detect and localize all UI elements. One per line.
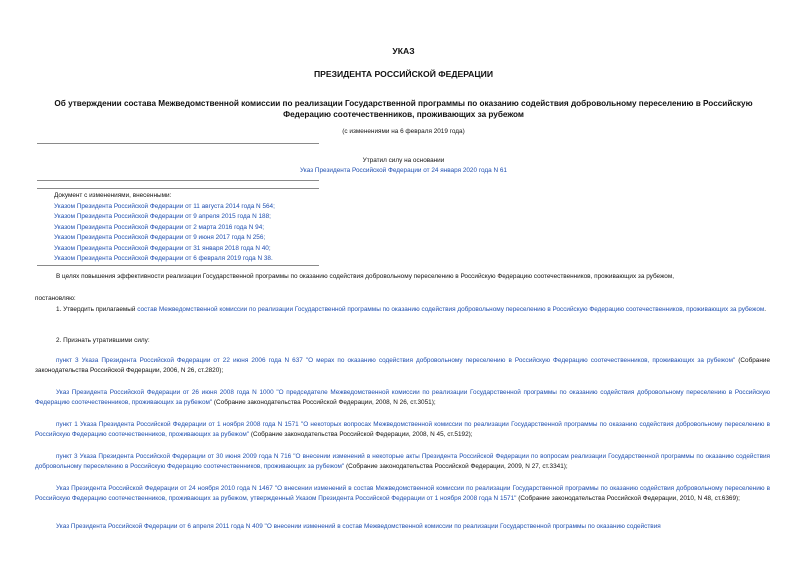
document-type: УКАЗ [392,46,415,56]
document-subject: Об утверждении состава Межведомственной комиссии по реализации Государственной программы по оказанию содействия добровольному переселению в Российскую Федерацию соотечественников, проживающих за рубежом [54,99,753,119]
repealed-act-link[interactable]: Указ Президента Российской Федерации от 6 апреля 2011 года N 409 "О внесении изменений в состав Межведомственной комиссии по реализации Государственной программы по оказанию содействия [56,523,661,530]
paragraph-2: 2. Признать утратившими силу: [56,337,150,344]
divider [37,180,319,181]
paragraph-1: 1. Утвердить прилагаемый состав Межведомственной комиссии по реализации Государственной программы по оказанию содействия добровольному переселению в Российскую Федерацию соотечественников, проживающих за рубежом. [56,306,767,313]
repealed-item: пункт 1 Указа Президента Российской Федерации от 1 ноября 2008 года N 1571 "О некоторых вопросах Межведомственной комиссии по реализации Государственной программы по оказанию содействия добровольному переселению в Российскую Федерацию соотечественников, проживающих за рубежом" (Собрание законодательства Российской Федерации, 2008, N 45, ст.5192); [35,421,770,439]
amendment-link[interactable]: Указом Президента Российской Федерации от 6 февраля 2019 года N 38. [54,255,273,262]
repealed-act-link[interactable]: Указ Президента Российской Федерации от 26 июня 2008 года N 1000 "О председателе Межведомственной комиссии по реализации Государственной программы по оказанию содействия добровольному переселению в Российскую Федерацию соотечественников, проживающих за рубежом" [35,389,770,407]
paragraph-1-text: 1. Утвердить прилагаемый [56,306,138,313]
commission-composition-link[interactable]: состав Межведомственной комиссии по реализации Государственной программы по оказанию содействия добровольному переселению в Российскую Федерацию соотечественников, проживающих за рубежом [137,306,765,313]
divider [37,143,319,144]
amendment-link[interactable]: Указом Президента Российской Федерации от 9 апреля 2015 года N 188; [54,213,271,220]
repealed-item: пункт 3 Указа Президента Российской Федерации от 30 июня 2009 года N 716 "О внесении изменений в некоторые акты Президента Российской Федерации по вопросам реализации Государственной программы по оказанию содействия добровольному переселению в Российскую Федерацию соотечественников, проживающих за рубежом" (Собрание законодательства Российской Федерации, 2009, N 27, ст.3341); [35,453,770,471]
repealed-act-link[interactable]: пункт 3 Указа Президента Российской Федерации от 30 июня 2009 года N 716 "О внесении изменений в некоторые акты Президента Российской Федерации по вопросам реализации Государственной программы по оказанию содействия добровольному переселению в Российскую Федерацию соотечественников, проживающих за рубежом" [35,453,770,471]
amendment-link[interactable]: Указом Президента Российской Федерации от 9 июня 2017 года N 256; [54,234,266,241]
amendments-list [54,191,275,265]
repealed-item [35,522,770,532]
repealed-item: пункт 3 Указа Президента Российской Федерации от 22 июня 2006 года N 637 "О мерах по оказанию содействия добровольному переселению в Российскую Федерацию соотечественников, проживающих за рубежом" (Собрание законодательства Российской Федерации, 2006, N 26, ст.2820); [35,357,771,375]
repealed-item: Указ Президента Российской Федерации от 24 ноября 2010 года N 1467 "О внесении изменений в состав Межведомственной комиссии по реализации Государственной программы по оказанию содействия добровольному переселению в Российскую Федерацию соотечественников, проживающих за рубежом, утвержденный Указом Президента Российской Федерации от 1 ноября 2008 года N 1571" (Собрание законодательства Российской Федерации, 2010, N 48, ст.6369); [35,485,770,503]
repealed-link[interactable]: Указ Президента Российской Федерации от 24 января 2020 года N 61 [300,167,507,174]
amendment-link[interactable]: Указом Президента Российской Федерации от 31 января 2018 года N 40; [54,244,271,252]
divider [37,188,319,189]
amendments-heading: Документ с изменениями, внесенными: [54,192,172,199]
divider [37,265,319,266]
repealed-label: Утратил силу на основании [362,157,445,164]
repealed-act-link[interactable]: Указ Президента Российской Федерации от 24 ноября 2010 года N 1467 "О внесении изменений в состав Межведомственной комиссии по реализации Государственной программы по оказанию содействия добровольному переселению в Российскую Федерацию соотечественников, проживающих за рубежом, утвержденный Указом Президента Российской Федерации от 1 ноября 2008 года N 1571" [35,485,770,503]
repealed-act-link[interactable]: пункт 1 Указа Президента Российской Федерации от 1 ноября 2008 года N 1571 "О некоторых вопросах Межведомственной комиссии по реализации Государственной программы по оказанию содействия добровольному переселению в Российскую Федерацию соотечественников, проживающих за рубежом" [35,421,770,439]
amendment-link[interactable]: Указом Президента Российской Федерации от 2 марта 2016 года N 94; [54,223,265,231]
amendment-link[interactable]: Указом Президента Российской Федерации от 11 августа 2014 года N 564; [54,202,275,210]
preamble: В целях повышения эффективности реализации Государственной программы по оказанию содействия добровольному переселению в Российскую Федерацию соотечественников, проживающих за рубежом, [56,273,675,280]
amended-note: (с изменениями на 6 февраля 2019 года) [342,128,465,135]
issuer: ПРЕЗИДЕНТА РОССИЙСКОЙ ФЕДЕРАЦИИ [313,69,494,79]
repealed-item: Указ Президента Российской Федерации от 26 июня 2008 года N 1000 "О председателе Межведомственной комиссии по реализации Государственной программы по оказанию содействия добровольному переселению в Российскую Федерацию соотечественников, проживающих за рубежом" (Собрание законодательства Российской Федерации, 2008, N 26, ст.3051); [35,389,770,407]
decree-word: постановляю: [35,295,76,302]
repealed-act-link[interactable]: пункт 3 Указа Президента Российской Федерации от 22 июня 2006 года N 637 "О мерах по оказанию содействия добровольному переселению в Российскую Федерацию соотечественников, проживающих за рубежом" [56,357,736,364]
